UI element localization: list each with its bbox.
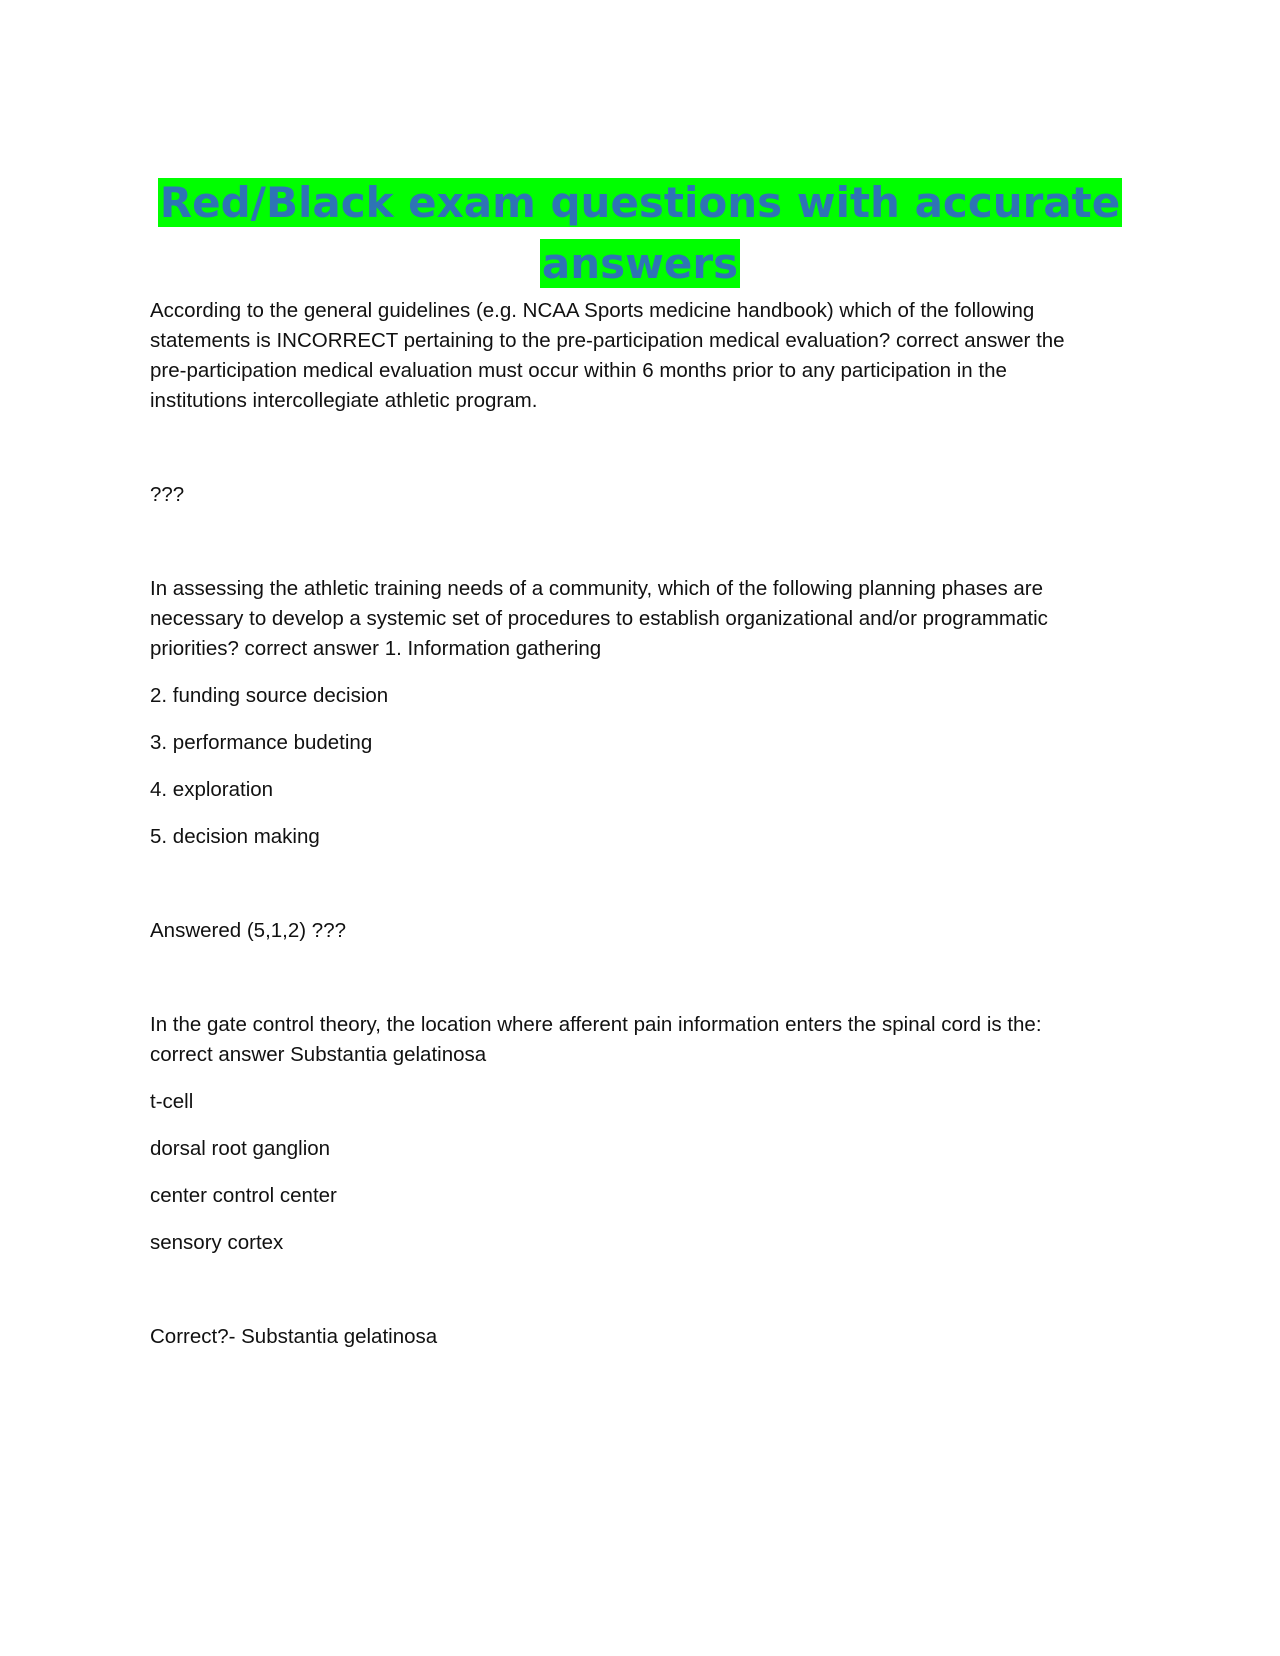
question-1-note: ??? <box>150 483 185 506</box>
title-block <box>150 172 1130 294</box>
question-2-option: 4. exploration <box>150 778 274 801</box>
question-2-option: 3. performance budeting <box>150 731 373 754</box>
question-3-text: In the gate control theory, the location where afferent pain information enters the spinal cord is the: correct answer Substantia gelatinosa <box>150 1013 1042 1066</box>
question-3-option: sensory cortex <box>150 1231 284 1254</box>
question-3-option: dorsal root ganglion <box>150 1137 331 1160</box>
question-3-option: t-cell <box>150 1090 194 1113</box>
document-body <box>150 296 1100 1352</box>
document-title: Red/Black exam questions with accurate answers <box>159 178 1121 288</box>
question-3-note: Correct?- Substantia gelatinosa <box>150 1325 438 1348</box>
question-2-option: 5. decision making <box>150 825 320 848</box>
question-2-text: In assessing the athletic training needs of a community, which of the following planning phases are necessary to develop a systemic set of procedures to establish organizational and/or programmatic priorities? correct answer 1. Information gathering <box>150 577 1048 660</box>
question-1-text: According to the general guidelines (e.g. NCAA Sports medicine handbook) which of the following statements is INCORRECT pertaining to the pre-participation medical evaluation? correct answer the pre-participation medical evaluation must occur within 6 months prior to any participation in the institutions intercollegiate athletic program. <box>150 299 1065 412</box>
question-2-note: Answered (5,1,2) ??? <box>150 919 347 942</box>
question-2-option: 2. funding source decision <box>150 684 389 707</box>
question-3-option: center control center <box>150 1184 337 1207</box>
